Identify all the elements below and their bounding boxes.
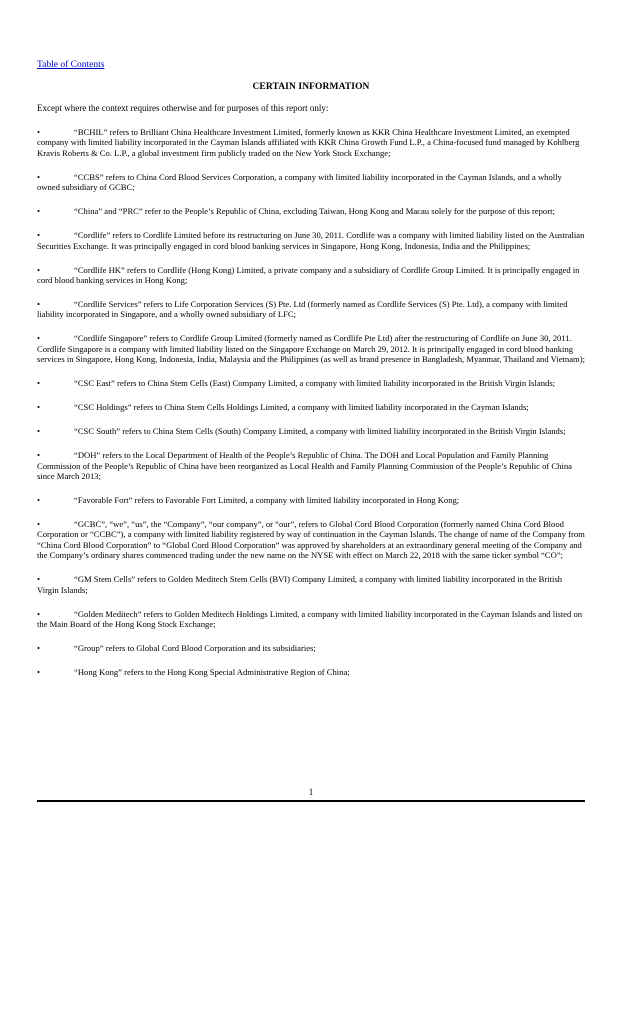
definition-item: [37, 495, 585, 505]
bullet-icon: •: [37, 450, 41, 461]
definition-text: “Favorable Fort” refers to Favorable Fort Limited, a company with limited liability incorporated in Hong Kong;: [74, 495, 460, 506]
definition-text: “Cordlife Services” refers to Life Corporation Services (S) Pte. Ltd (formerly named as Cordlife Services (S) Pte. Ltd), a company with limited liability incorporated in Singapore, and a wholly owned subsidiary of LFC;: [37, 299, 568, 320]
definition-item: [37, 230, 585, 251]
bullet-icon: •: [37, 495, 41, 506]
definition-item: [37, 265, 585, 286]
definition-item: [37, 609, 585, 630]
definition-item: [37, 333, 585, 364]
definitions-list: [37, 127, 585, 678]
definition-text: “GM Stem Cells” refers to Golden Meditech Stem Cells (BVI) Company Limited, a company with limited liability incorporated in the British Virgin Islands;: [37, 574, 563, 595]
bullet-icon: •: [37, 643, 41, 654]
document-page: [37, 54, 585, 797]
definition-item: [37, 378, 585, 388]
bullet-icon: •: [37, 333, 41, 344]
definition-item: [37, 667, 585, 677]
bullet-icon: •: [37, 608, 41, 619]
bullet-icon: •: [37, 127, 41, 137]
definition-text: “Golden Meditech” refers to Golden Meditech Holdings Limited, a company with limited liability incorporated in the Cayman Islands and listed on the Main Board of the Hong Kong Stock Exchange;: [37, 608, 583, 630]
page-number: 1: [308, 787, 314, 797]
definition-item: [37, 426, 585, 436]
definition-item: [37, 450, 585, 481]
definition-text: “Hong Kong” refers to the Hong Kong Special Administrative Region of China;: [74, 667, 350, 678]
definition-text: “Cordlife HK” refers to Cordlife (Hong Kong) Limited, a private company and a subsidiary of Cordlife Group Limited. It is principally engaged in cord blood banking services in Hong Kong;: [37, 264, 580, 286]
definition-text: “China” and “PRC” refer to the People’s Republic of China, excluding Taiwan, Hong Kong and Macau solely for the purpose of this report;: [74, 206, 555, 217]
definition-text: “DOH” refers to the Local Department of Health of the People’s Republic of China. The DOH and Local Population and Family Planning Commission of the People’s Republic of China have been reorganized as Local Health and Family Planning Commission of the People’s Republic of China since March 2013;: [37, 450, 572, 482]
bullet-icon: •: [37, 667, 41, 678]
table-of-contents-link[interactable]: Table of Contents: [37, 60, 105, 70]
page-bottom-rule: [37, 800, 585, 802]
bullet-icon: •: [37, 519, 41, 530]
bullet-icon: •: [37, 264, 41, 275]
definition-item: [37, 402, 585, 412]
bullet-icon: •: [37, 171, 41, 182]
intro-paragraph: Except where the context requires otherwise and for purposes of this report only:: [37, 103, 329, 113]
definition-item: [37, 127, 585, 158]
bullet-icon: •: [37, 574, 41, 585]
definition-item: [37, 206, 585, 216]
definition-text: “BCHIL” refers to Brilliant China Healthcare Investment Limited, formerly known as KKR China Healthcare Investment Limited, an exempted company with limited liability incorporated in the Cayman Islands affiliated with KKR China Growth Fund L.P., a China-focused fund managed by Kohlberg Kravis Roberts & Co. L.P., a global investment firm publicly traded on the New York Stock Exchange;: [37, 127, 580, 158]
definition-item: [37, 172, 585, 193]
bullet-icon: •: [37, 206, 41, 217]
definition-item: [37, 519, 585, 561]
definition-item: [37, 299, 585, 320]
bullet-icon: •: [37, 426, 41, 437]
definition-item: [37, 574, 585, 595]
bullet-icon: •: [37, 402, 41, 413]
section-title: CERTAIN INFORMATION: [252, 82, 370, 92]
definition-text: “CSC East” refers to China Stem Cells (East) Company Limited, a company with limited liability incorporated in the British Virgin Islands;: [74, 378, 556, 389]
bullet-icon: •: [37, 378, 41, 389]
definition-text: “CSC Holdings” refers to China Stem Cells Holdings Limited, a company with limited liability incorporated in the Cayman Islands;: [74, 402, 529, 413]
definition-item: [37, 643, 585, 653]
definition-text: “Cordlife Singapore” refers to Cordlife Group Limited (formerly named as Cordlife Pte Ltd) after the restructuring of Cordlife on June 30, 2011. Cordlife Singapore is a company with limited liability listed on the Singapore Exchange on March 29, 2012. It is principally engaged in cord blood banking services in Singapore, Hong Kong, Indonesia, India, Malaysia and the Philippines (as well as brand presence in Bangladesh, Myanmar, Thailand and Vietnam);: [37, 333, 585, 365]
definition-text: “Group” refers to Global Cord Blood Corporation and its subsidiaries;: [74, 643, 316, 654]
bullet-icon: •: [37, 299, 41, 310]
definition-text: “GCBC”, “we”, “us”, the “Company”, “our company”, or “our”, refers to Global Cord Blood Corporation (formerly named China Cord Blood Corporation or “CCBC”), a company with limited liability registered by way of continuation in the Cayman Islands. The change of name of the Company from “China Cord Blood Corporation” to “Global Cord Blood Corporation” was approved by shareholders at an extraordinary general meeting of the Company and the Company’s ordinary shares commenced trading under the new name on the NYSE with effect on March 22, 2018 with the same ticker symbol “CO”;: [37, 519, 585, 561]
bullet-icon: •: [37, 230, 41, 241]
definition-text: “Cordlife” refers to Cordlife Limited before its restructuring on June 30, 2011. Cordlife was a company with limited liability listed on the Australian Securities Exchange. It was principally engaged in cord blood banking services in Singapore, Hong Kong, Indonesia, India and the Philippines;: [37, 230, 585, 251]
definition-text: “CSC South” refers to China Stem Cells (South) Company Limited, a company with limited liability incorporated in the British Virgin Islands;: [74, 426, 566, 437]
definition-text: “CCBS” refers to China Cord Blood Services Corporation, a company with limited liability incorporated in the Cayman Islands, and a wholly owned subsidiary of GCBC;: [37, 171, 562, 193]
